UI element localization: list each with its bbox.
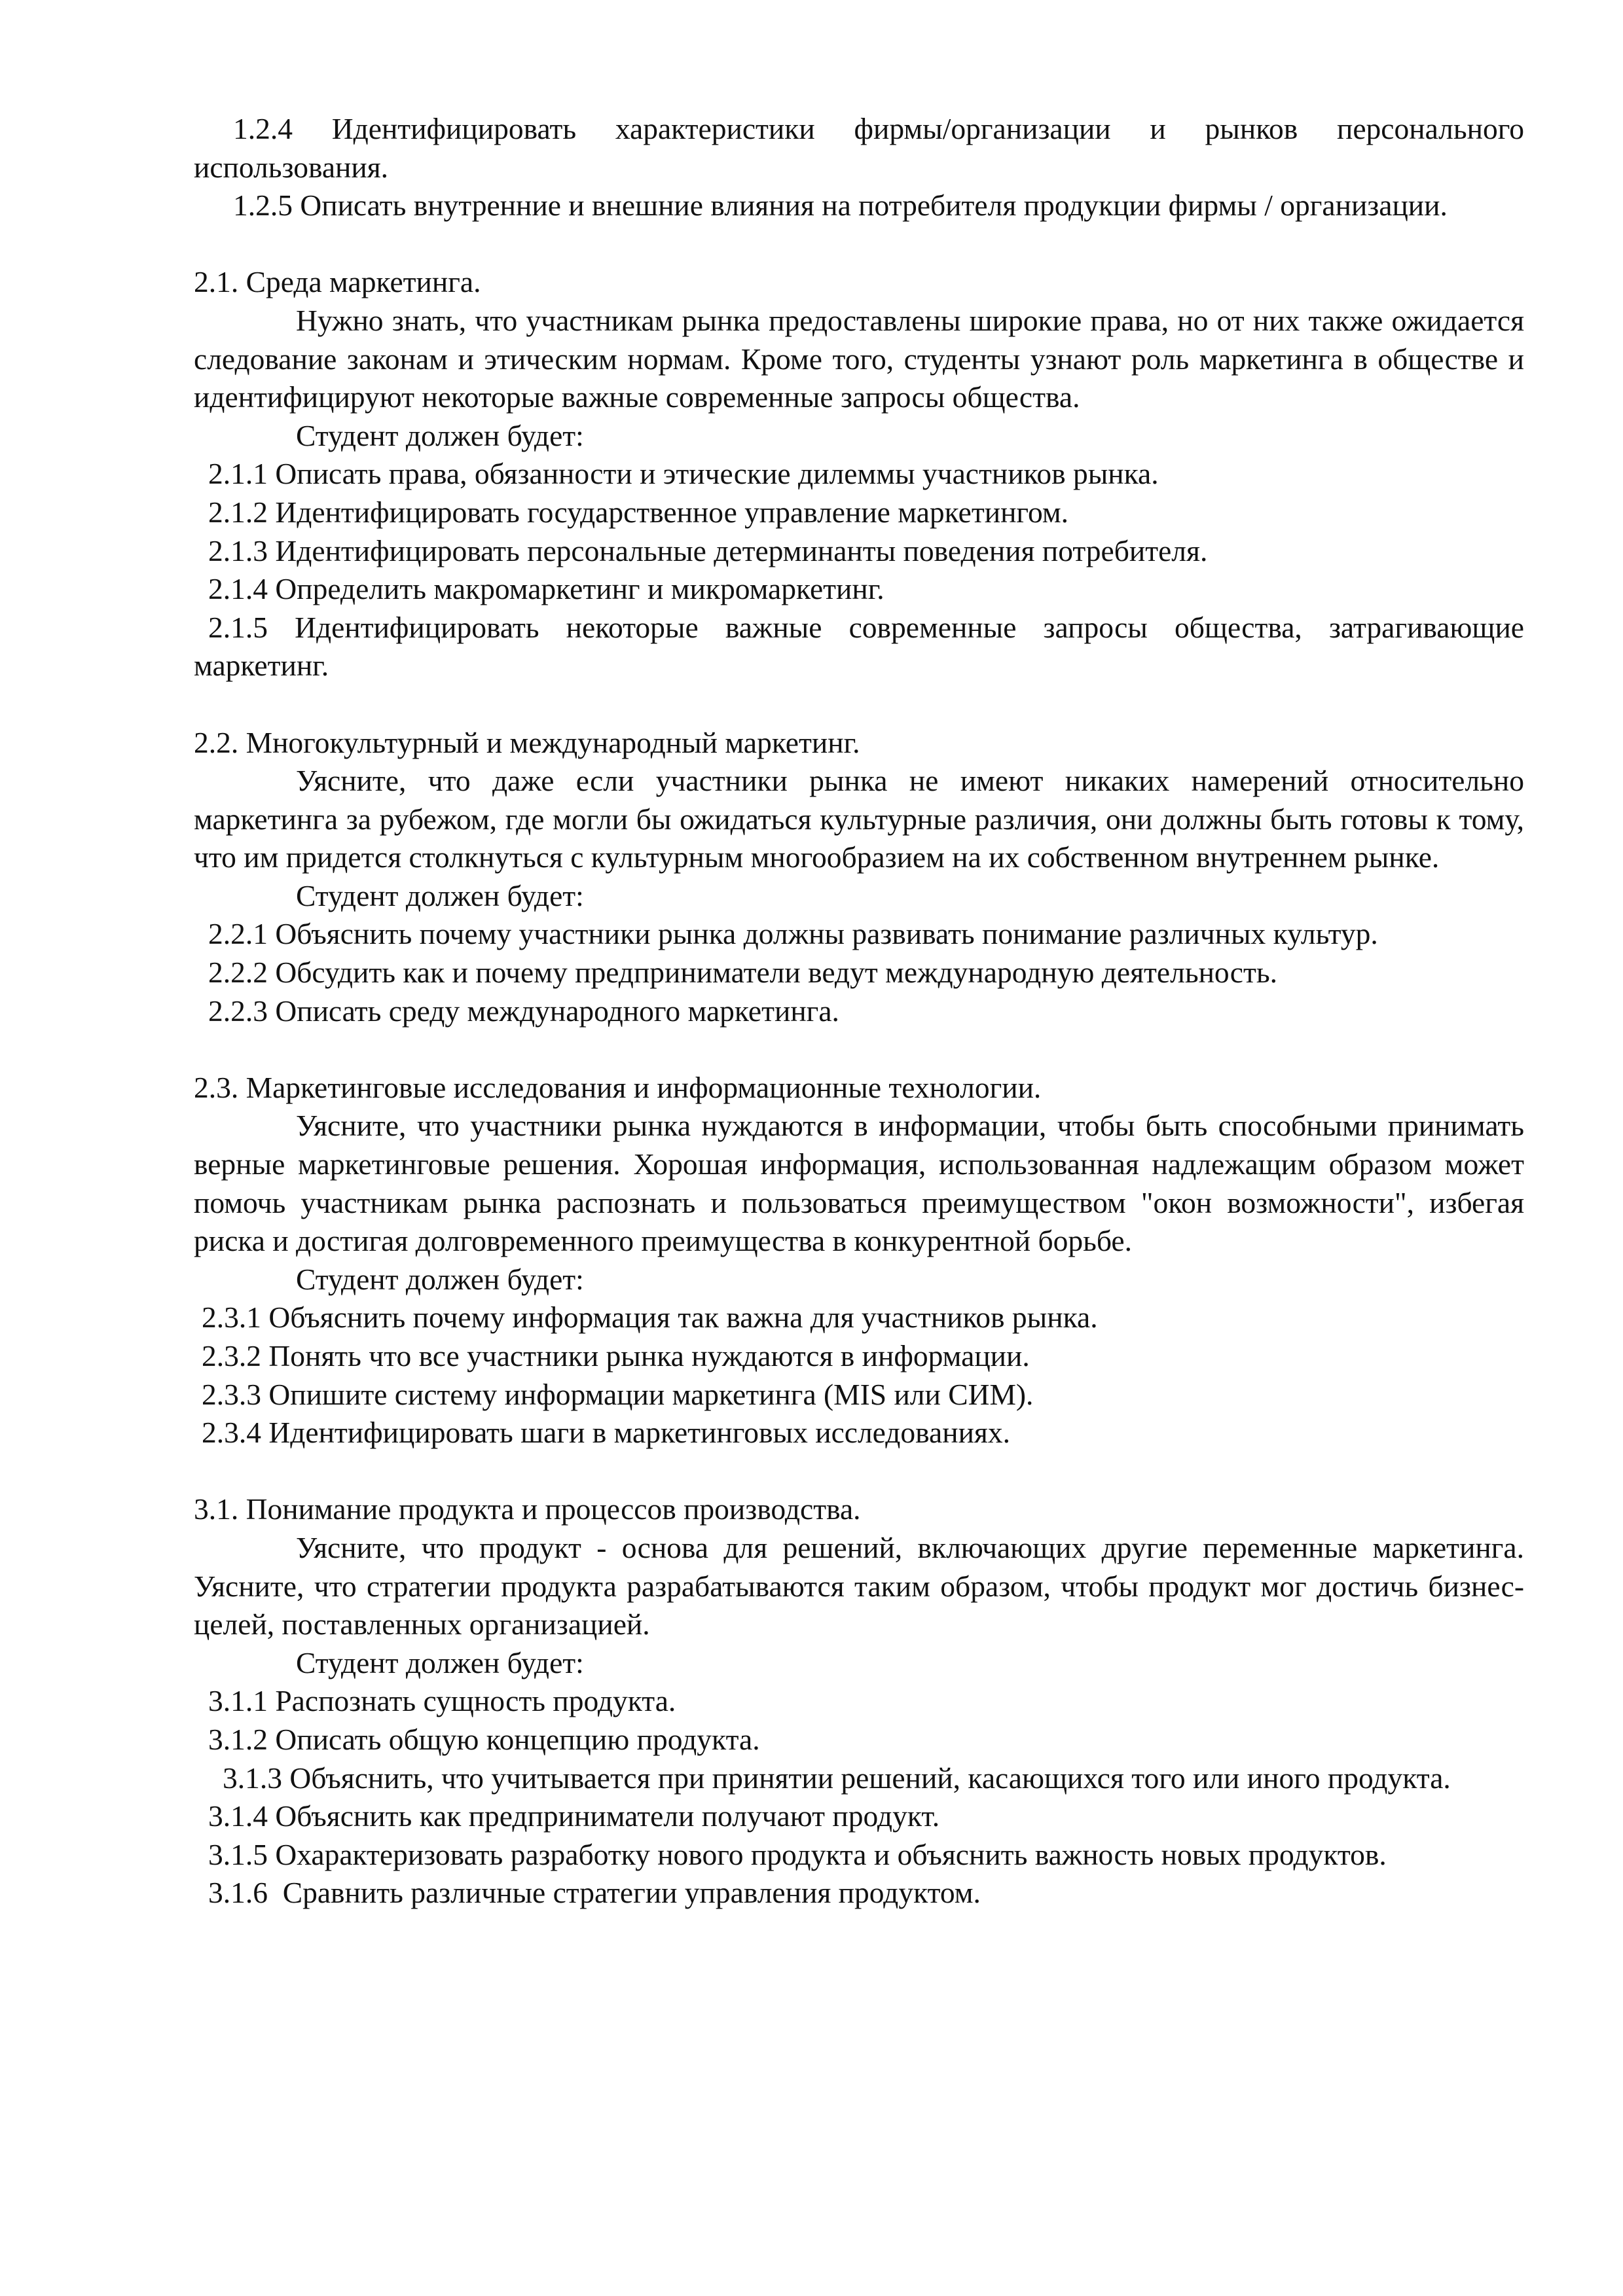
objective-2-3-2: 2.3.2 Понять что все участники рынка нуждаются в информации. <box>202 1339 1030 1372</box>
section-2-1-heading: 2.1. Среда маркетинга. <box>194 265 481 299</box>
section-2-2-student-intro: Студент должен будет: <box>296 878 584 912</box>
objective-2-3-4: 2.3.4 Идентифицировать шаги в маркетинговых исследованиях. <box>202 1416 1010 1450</box>
spacer <box>194 1452 1524 1491</box>
document-body <box>194 110 1524 1912</box>
objective-2-1-4: 2.1.4 Определить макромаркетинг и микромаркетинг. <box>208 572 884 606</box>
objective-2-3-1: 2.3.1 Объяснить почему информация так важна для участников рынка. <box>202 1300 1098 1335</box>
section-2-1-student-intro: Студент должен будет: <box>296 418 584 452</box>
spacer <box>194 685 1524 724</box>
section-2-3-student-intro: Студент должен будет: <box>296 1262 584 1296</box>
section-2-1-paragraph: Нужно знать, что участникам рынка предоставлены широкие права, но от них также ожидается следование законам и этическим нормам. Кроме того, студенты узнают роль маркетинга в обществе и идентифицируют некоторые важные современные запросы общества. <box>194 303 1524 414</box>
objective-3-1-5: 3.1.5 Охарактеризовать разработку нового продукта и объяснить важность новых продуктов. <box>208 1837 1387 1871</box>
objective-3-1-1: 3.1.1 Распознать сущность продукта. <box>208 1684 676 1718</box>
objective-2-3-3: 2.3.3 Опишите систему информации маркетинга (MIS или СИМ). <box>202 1377 1034 1411</box>
section-2-3-paragraph: Уясните, что участники рынка нуждаются в информации, чтобы быть способными принимать верные маркетинговые решения. Хорошая информация, использованная надлежащим образом может помочь участникам рынка распознать и пользоваться преимуществом "окон возможности", избегая риска и достигая долговременного преимущества в конкурентной борьбе. <box>194 1109 1524 1258</box>
objective-1-2-5: 1.2.5 Описать внутренние и внешние влияния на потребителя продукции фирмы / организации. <box>233 188 1448 223</box>
section-3-1-paragraph: Уясните, что продукт - основа для решений, включающих другие переменные маркетинга. Уясните, что стратегии продукта разрабатываются таким образом, чтобы продукт мог достичь бизнес-целей, поставленных организацией. <box>194 1530 1524 1641</box>
objective-3-1-3: 3.1.3 Объяснить, что учитывается при принятии решений, касающихся того или иного продукта. <box>223 1761 1451 1795</box>
objective-2-2-1: 2.2.1 Объяснить почему участники рынка должны развивать понимание различных культур. <box>208 917 1378 951</box>
objective-2-1-5: 2.1.5 Идентифицировать некоторые важные современные запросы общества, затрагивающие маркетинг. <box>194 610 1524 683</box>
objective-3-1-4: 3.1.4 Объяснить как предприниматели получают продукт. <box>208 1799 940 1833</box>
objective-1-2-4: 1.2.4 Идентифицировать характеристики фирмы/организации и рынков персонального использования. <box>194 112 1524 184</box>
objective-3-1-2: 3.1.2 Описать общую концепцию продукта. <box>208 1722 760 1756</box>
objective-2-2-3: 2.2.3 Описать среду международного маркетинга. <box>208 994 839 1028</box>
objective-2-1-3: 2.1.3 Идентифицировать персональные детерминанты поведения потребителя. <box>208 533 1208 567</box>
section-2-2-paragraph: Уясните, что даже если участники рынка не имеют никаких намерений относительно маркетинга за рубежом, где могли бы ожидаться культурные различия, они должны быть готовы к тому, что им придется столкнуться с культурным многообразием на их собственном внутреннем рынке. <box>194 764 1524 874</box>
spacer <box>194 1030 1524 1069</box>
spacer <box>194 225 1524 264</box>
section-3-1-student-intro: Студент должен будет: <box>296 1645 584 1679</box>
objective-2-1-1: 2.1.1 Описать права, обязанности и этические дилеммы участников рынка. <box>208 457 1159 491</box>
objective-3-1-6: 3.1.6 Сравнить различные стратегии управления продуктом. <box>208 1876 981 1910</box>
section-2-3-heading: 2.3. Маркетинговые исследования и информационные технологии. <box>194 1070 1042 1104</box>
objective-2-2-2: 2.2.2 Обсудить как и почему предприниматели ведут международную деятельность. <box>208 956 1278 990</box>
section-2-2-heading: 2.2. Многокультурный и международный маркетинг. <box>194 725 860 759</box>
section-3-1-heading: 3.1. Понимание продукта и процессов производства. <box>194 1492 861 1526</box>
objective-2-1-2: 2.1.2 Идентифицировать государственное управление маркетингом. <box>208 495 1069 529</box>
